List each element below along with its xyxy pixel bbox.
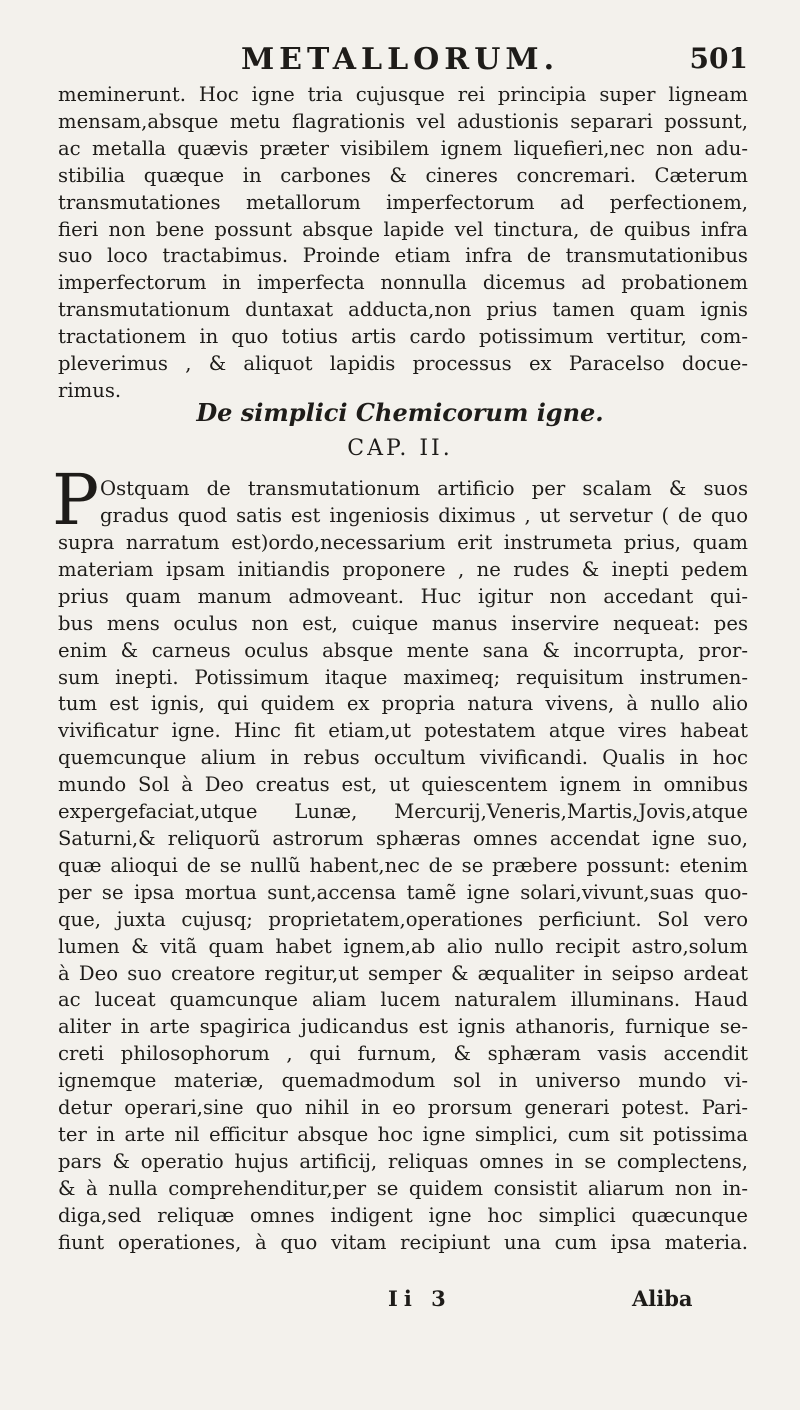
text-line: sum inepti. Potissimum itaque maximeq; requisitum instrumen- xyxy=(58,665,748,689)
text-line: que, juxta cujusq; proprietatem,operationes perficiunt. Sol vero xyxy=(58,907,748,931)
text-line: & à nulla comprehenditur,per se quidem consistit aliarum non in- xyxy=(58,1176,748,1200)
page-number: 501 xyxy=(689,42,748,75)
text-line: fieri non bene possunt absque lapide vel tinctura, de quibus infra xyxy=(58,217,748,241)
text-line: detur operari,sine quo nihil in eo prorsum generari potest. Pari- xyxy=(58,1096,748,1120)
chapter-label: CAP. II. xyxy=(347,436,453,461)
text-line: transmutationes metallorum imperfectorum ad perfectionem, xyxy=(58,190,748,214)
text-line: pars & operatio hujus artificij, reliquas omnes in se complectens, xyxy=(58,1149,748,1173)
text-line: lumen & vitã quam habet ignem,ab alio nullo recipit astro,solum xyxy=(58,934,748,958)
text-line: gradus quod satis est ingeniosis diximus , ut servetur ( de quo xyxy=(100,503,748,527)
text-line: mensam,absque metu flagrationis vel adustionis separari possunt, xyxy=(58,109,748,133)
text-line: ac luceat quamcunque aliam lucem naturalem illuminans. Haud xyxy=(58,988,748,1012)
text-line: prius quam manum admoveant. Huc igitur non accedant qui- xyxy=(58,584,748,608)
text-line: imperfectorum in imperfecta nonnulla dicemus ad probationem xyxy=(58,271,748,295)
running-title: METALLORUM. xyxy=(240,42,560,77)
text-line: stibilia quæque in carbones & cineres concremari. Cæterum xyxy=(58,163,748,187)
text-line: meminerunt. Hoc igne tria cujusque rei principia super ligneam xyxy=(58,83,748,106)
text-line: suo loco tractabimus. Proinde etiam infra de transmutationibus xyxy=(58,244,748,268)
text-line: Ostquam de transmutationum artificio per scalam & suos xyxy=(100,477,748,500)
text-line: quæ alioqui de se nullũ habent,nec de se præbere possunt: etenim xyxy=(58,853,748,877)
text-line: supra narratum est)ordo,necessarium erit instrumeta prius, quam xyxy=(58,531,748,554)
text-line: ignemque materiæ, quemadmodum sol in universo mundo vi- xyxy=(58,1069,748,1093)
text-line: fiunt operationes, à quo vitam recipiunt una cum ipsa materia. xyxy=(58,1230,748,1254)
text-line: rimus. xyxy=(58,378,122,402)
text-line: ter in arte nil efficitur absque hoc igne simplici, cum sit potissima xyxy=(58,1122,748,1146)
catchword: Aliba xyxy=(632,1286,693,1311)
signature-mark: Ii 3 xyxy=(388,1286,452,1311)
footer-line xyxy=(0,1286,800,1316)
text-line: tum est ignis, qui quidem ex propria natura vivens, à nullo alio xyxy=(58,692,748,716)
text-line: creti philosophorum , qui furnum, & sphæram vasis accendit xyxy=(58,1042,748,1066)
paragraph-opening xyxy=(100,476,748,530)
text-line: pleverimus , & aliquot lapidis processus ex Paracelso docue- xyxy=(58,352,748,376)
text-line: expergefaciat,utque Lunæ, Mercurij,Veneris,Martis,Jovis,atque xyxy=(58,800,748,824)
text-line: mundo Sol à Deo creatus est, ut quiescentem ignem in omnibus xyxy=(58,773,748,797)
text-line: tractationem in quo totius artis cardo potissimum vertitur, com- xyxy=(58,325,748,349)
text-line: materiam ipsam initiandis proponere , ne rudes & inepti pedem xyxy=(58,557,748,581)
text-line: aliter in arte spagirica judicandus est ignis athanoris, furnique se- xyxy=(58,1015,748,1039)
text-line: Saturni,& reliquorũ astrorum sphæras omnes accendat igne suo, xyxy=(58,826,748,850)
text-line: per se ipsa mortua sunt,accensa tamẽ igne solari,vivunt,suas quo- xyxy=(58,880,748,904)
paragraph-continued xyxy=(58,82,748,405)
text-line: transmutationum duntaxat adducta,non prius tamen quam ignis xyxy=(58,298,748,322)
text-line: diga,sed reliquæ omnes indigent igne hoc simplici quæcunque xyxy=(58,1203,748,1227)
text-line: vivificatur igne. Hinc fit etiam,ut potestatem atque vires habeat xyxy=(58,719,748,743)
running-head xyxy=(0,42,800,82)
text-line: à Deo suo creatore regitur,ut semper & æqualiter in seipso ardeat xyxy=(58,961,748,985)
drop-cap: P xyxy=(52,459,100,541)
section-title: De simplici Chemicorum igne. xyxy=(196,398,604,427)
text-line: ac metalla quævis præter visibilem ignem liquefieri,nec non adu- xyxy=(58,136,748,160)
text-line: quemcunque alium in rebus occultum vivificandi. Qualis in hoc xyxy=(58,746,748,770)
text-line: bus mens oculus non est, cuique manus inservire nequeat: pes xyxy=(58,611,748,635)
paragraph-body xyxy=(58,530,748,1256)
text-line: enim & carneus oculus absque mente sana & incorrupta, pror- xyxy=(58,638,748,662)
